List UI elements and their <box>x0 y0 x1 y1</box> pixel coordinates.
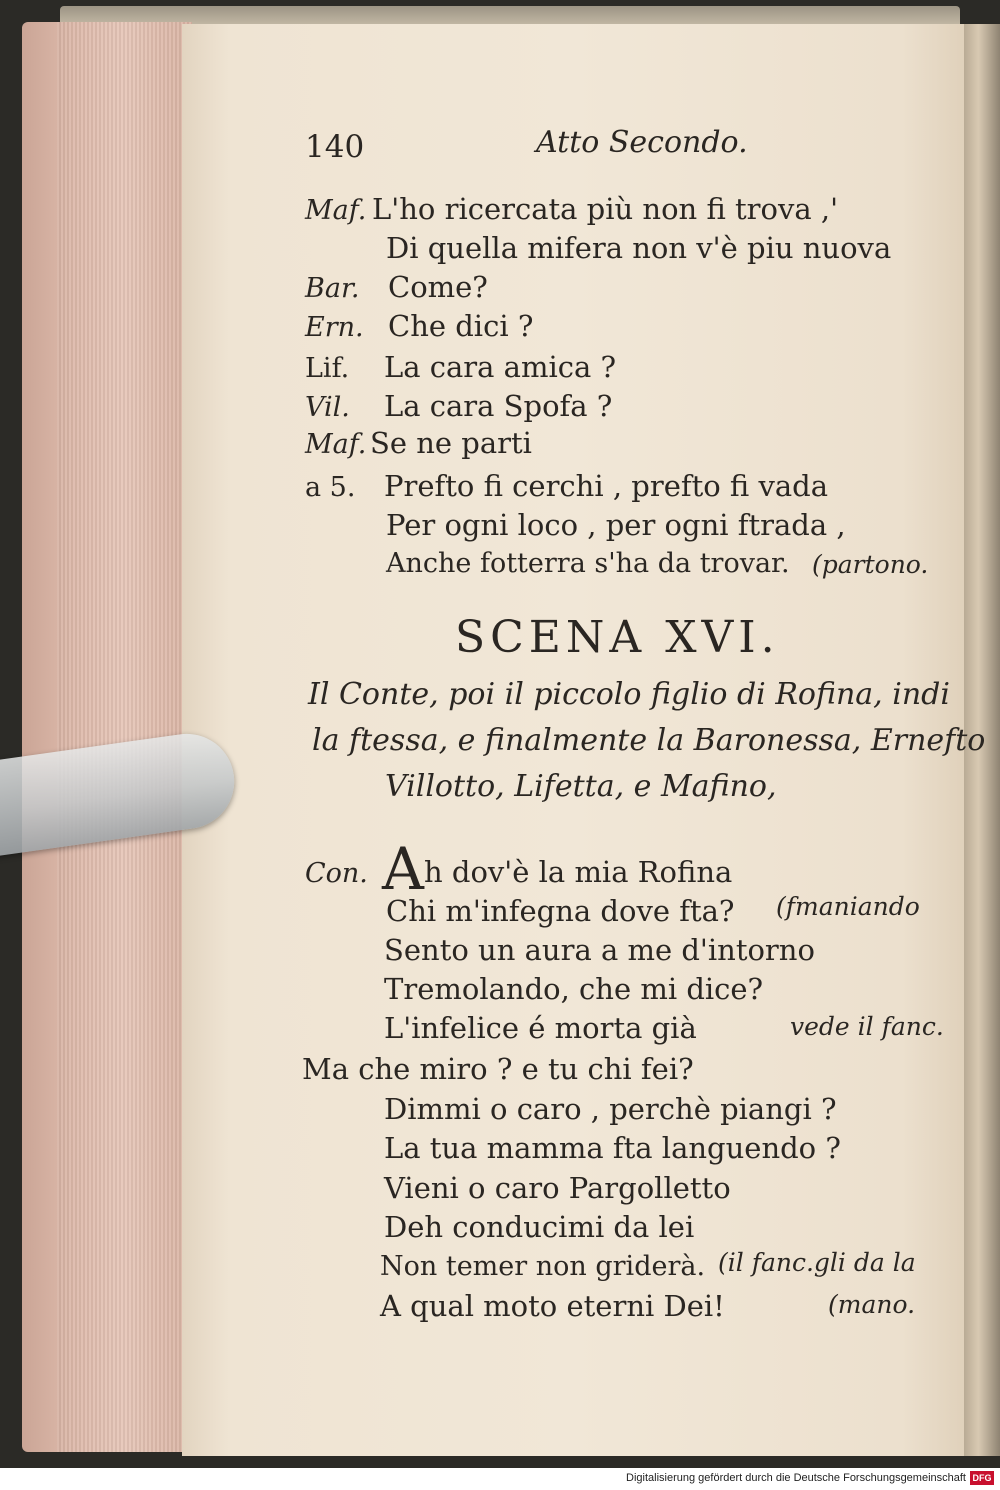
dfg-logo-icon: DFG <box>970 1471 994 1485</box>
page-number: 140 <box>305 129 365 165</box>
dialogue-line: L'infelice é morta già <box>384 1011 697 1045</box>
running-head: Atto Secondo. <box>536 125 748 160</box>
speaker-label: Maf. <box>305 195 367 226</box>
footer-bar <box>0 1468 1000 1490</box>
speaker-label: Bar. <box>305 273 360 304</box>
dialogue-line: Chi m'infegna dove fta? <box>386 894 735 928</box>
dialogue-line: Deh conducimi da lei <box>384 1210 695 1244</box>
scene-heading: SCENA XVI. <box>455 612 780 663</box>
stage-direction: (fmaniando <box>776 892 920 921</box>
speaker-label: Maf. <box>305 429 367 460</box>
dialogue-line: La tua mamma fta languendo ? <box>384 1131 841 1165</box>
dialogue-line: Che dici ? <box>388 309 534 343</box>
dialogue-line: La cara Spofa ? <box>384 389 613 423</box>
stage-direction: (partono. <box>812 550 929 579</box>
dialogue-line: Anche fotterra s'ha da trovar. <box>386 548 790 579</box>
dialogue-line: Tremolando, che mi dice? <box>384 972 764 1006</box>
stage-direction: (il fanc.gli da la <box>718 1248 916 1277</box>
dialogue-line: Come? <box>388 270 488 304</box>
dialogue-line: Ma che miro ? e tu chi fei? <box>302 1052 694 1086</box>
dialogue-line: h dov'è la mia Rofina <box>424 855 733 889</box>
dialogue-line: Per ogni loco , per ogni ftrada , <box>386 508 846 542</box>
cast-line: la ftessa, e finalmente la Baronessa, Ernefto <box>312 723 986 758</box>
dialogue-line: A qual moto eterni Dei! <box>380 1289 725 1323</box>
cast-line: Villotto, Lifetta, e Mafino, <box>385 769 777 804</box>
dialogue-line: Prefto fi cerchi , prefto fi vada <box>384 469 829 503</box>
stage-direction: vede il fanc. <box>790 1012 944 1041</box>
dialogue-line: Se ne parti <box>370 426 532 460</box>
speaker-label: a 5. <box>305 472 356 503</box>
stage-direction: (mano. <box>828 1290 916 1319</box>
dialogue-line: Vieni o caro Pargolletto <box>384 1171 731 1205</box>
dialogue-line: Sento un aura a me d'intorno <box>384 933 815 967</box>
dialogue-line: Di quella mifera non v'è piu nuova <box>386 231 892 265</box>
drop-cap: A <box>382 835 424 903</box>
cast-line: Il Conte, poi il piccolo figlio di Rofina, indi <box>308 677 950 712</box>
speaker-label: Vil. <box>305 392 350 423</box>
dialogue-line: Dimmi o caro , perchè piangi ? <box>384 1092 837 1126</box>
speaker-label: Ern. <box>305 312 364 343</box>
dialogue-line: La cara amica ? <box>384 350 617 384</box>
speaker-label: Lif. <box>305 353 350 384</box>
dialogue-line: Non temer non griderà. <box>380 1251 706 1282</box>
footer-credit: Digitalisierung gefördert durch die Deutsche Forschungsgemeinschaft <box>626 1472 966 1484</box>
dialogue-line: L'ho ricercata più non fi trova ,' <box>372 192 839 226</box>
speaker-label: Con. <box>305 858 368 889</box>
